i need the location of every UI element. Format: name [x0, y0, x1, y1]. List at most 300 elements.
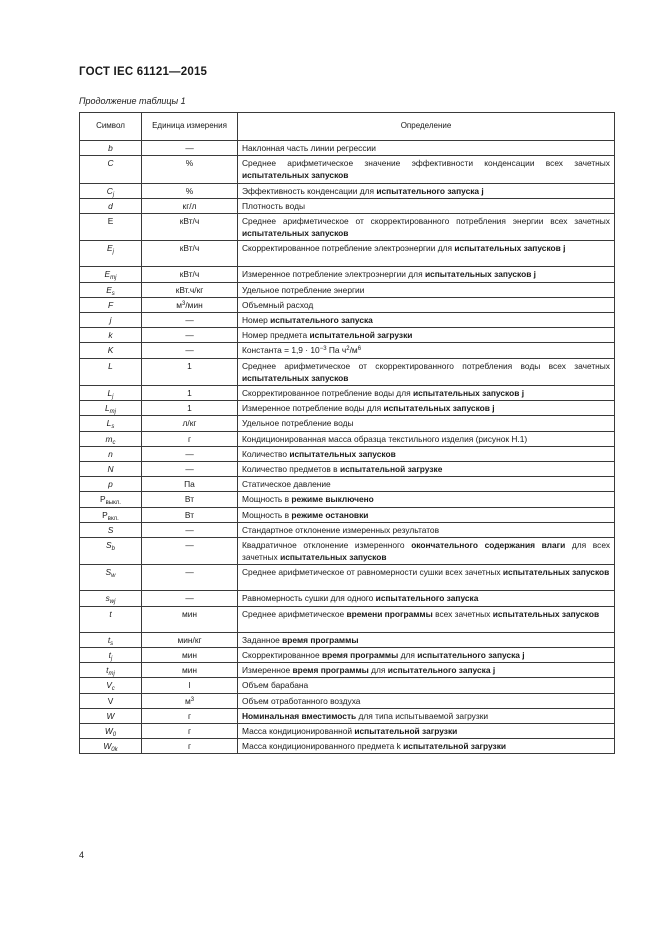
table-row [80, 183, 615, 198]
unit-text: г [187, 710, 192, 721]
definition-term: испытательного запуска [270, 315, 373, 326]
symbol-cell [80, 723, 142, 738]
definition-term: время программы [321, 649, 399, 660]
unit-text: мин/кг [177, 634, 202, 645]
symbol-letter: E [107, 216, 114, 227]
table-row [80, 708, 615, 723]
unit-rest: /мин [185, 299, 203, 310]
symbol-cell [80, 267, 142, 282]
symbol-subscript: j [112, 249, 114, 256]
table-row [80, 386, 615, 401]
definition-cell [238, 492, 615, 507]
symbol-cell [80, 241, 142, 267]
symbol-cell [80, 591, 142, 606]
table-row [80, 431, 615, 446]
symbol-cell [80, 297, 142, 312]
unit-cell [142, 693, 238, 708]
symbol-subscript: j [112, 191, 115, 198]
symbols-table [79, 112, 615, 754]
definition-term: время программы [282, 634, 359, 645]
symbol-letter: W [104, 725, 113, 736]
unit-text: — [185, 330, 194, 341]
unit-text: кВт.ч/кг [175, 284, 204, 295]
definition-text: Удельное потребление воды [242, 418, 354, 429]
definition-text: Номер [242, 315, 271, 326]
definition-text: Измеренное [242, 665, 293, 676]
unit-superscript: 3 [190, 696, 195, 703]
definition-text: Количество [242, 448, 290, 459]
symbol-letter: L [108, 360, 113, 371]
unit-cell [142, 678, 238, 693]
definition-text: Среднее арифметическое значение эффективности конденсации всех зачетных [242, 158, 610, 169]
table-row [80, 313, 615, 328]
definition-text: Эффективность конденсации для [242, 185, 377, 196]
definition-cell [238, 538, 615, 565]
unit-cell [142, 297, 238, 312]
unit-text: — [185, 315, 194, 326]
definition-text: Удельное потребление энергии [242, 284, 365, 295]
unit-text: г [187, 741, 192, 752]
unit-text: — [185, 593, 194, 604]
table-row [80, 492, 615, 507]
definition-cell [238, 632, 615, 647]
unit-cell [142, 282, 238, 297]
definition-cell [238, 462, 615, 477]
symbol-cell [80, 492, 142, 507]
definition-cell [238, 431, 615, 446]
unit-text: — [185, 143, 194, 153]
definition-cell [238, 267, 615, 282]
symbol-subscript: s [110, 640, 114, 647]
definition-term: испытательных запусков [492, 608, 600, 619]
definition-text: Стандартное отклонение измеренных результатов [242, 524, 440, 535]
symbol-subscript: mj [110, 275, 117, 282]
symbol-letter: E [104, 269, 111, 280]
definition-cell [238, 416, 615, 431]
definition-cell [238, 401, 615, 416]
constant-exponent: 6 [357, 346, 362, 353]
unit-text: кВт/ч [179, 269, 200, 280]
table-row [80, 343, 615, 358]
page-number: 4 [79, 850, 85, 860]
table-row [80, 632, 615, 647]
symbol-letter: d [108, 200, 113, 211]
unit-cell [142, 241, 238, 267]
unit-text: м [184, 695, 191, 706]
symbol-subscript: 0 [112, 731, 117, 738]
unit-cell [142, 431, 238, 446]
definition-text: Равномерность сушки для одного [242, 593, 376, 604]
symbol-letter: E [107, 243, 113, 254]
definition-cell [238, 156, 615, 183]
definition-cell [238, 739, 615, 754]
unit-text: 1 [187, 360, 192, 371]
definition-text: Номер предмета [242, 330, 310, 341]
symbol-letter: t [109, 608, 112, 619]
symbol-cell [80, 358, 142, 385]
unit-text: кВт/ч [179, 243, 200, 254]
definition-term: испытательных запусков [502, 567, 610, 578]
definition-term: испытательных запусков j [424, 269, 537, 280]
symbol-subscript: s [111, 424, 115, 431]
symbol-cell [80, 708, 142, 723]
definition-text: Плотность воды [242, 200, 306, 211]
definition-text: Квадратичное отклонение измеренного [242, 540, 412, 551]
symbol-cell [80, 141, 142, 156]
symbol-letter: k [108, 330, 113, 341]
symbol-subscript: 0k [111, 747, 118, 754]
definition-cell [238, 522, 615, 537]
definition-term: испытательных запусков j [383, 403, 495, 414]
unit-text: % [185, 185, 194, 196]
definition-text: Измеренное потребление воды для [242, 403, 384, 414]
table-row [80, 214, 615, 241]
unit-cell [142, 708, 238, 723]
symbol-letter: V [106, 680, 112, 691]
symbol-cell [80, 183, 142, 198]
definition-cell [238, 507, 615, 522]
table-row [80, 462, 615, 477]
definition-cell [238, 214, 615, 241]
unit-cell [142, 343, 238, 358]
definition-text: Мощность в [242, 494, 292, 505]
definition-term: режиме остановки [291, 509, 369, 520]
definition-term: испытательных запусков j [454, 243, 566, 254]
definition-cell [238, 708, 615, 723]
unit-cell [142, 446, 238, 461]
definition-cell [238, 723, 615, 738]
symbol-cell [80, 214, 142, 241]
constant-unit-part: /м [349, 345, 358, 356]
unit-cell [142, 591, 238, 606]
definition-term: испытательной загрузки [403, 741, 507, 752]
table-row [80, 401, 615, 416]
definition-text: Заданное [242, 634, 283, 645]
symbol-cell [80, 693, 142, 708]
unit-cell [142, 313, 238, 328]
unit-cell [142, 477, 238, 492]
definition-text: для типа испытываемой загрузки [356, 710, 489, 721]
definition-text: Среднее арифметическое от равномерности сушки всех зачетных [242, 567, 503, 578]
symbol-letter: N [107, 464, 114, 475]
unit-text: г [187, 433, 192, 444]
table-row [80, 739, 615, 754]
unit-cell [142, 723, 238, 738]
constant-unit-part: Па ч [326, 345, 347, 356]
table-row [80, 522, 615, 537]
unit-cell [142, 739, 238, 754]
definition-text: Измеренное потребление электроэнергии для [242, 269, 425, 280]
symbol-letter: K [107, 345, 114, 356]
unit-text: — [185, 540, 194, 551]
table-row [80, 156, 615, 183]
definition-cell [238, 282, 615, 297]
unit-cell [142, 522, 238, 537]
symbol-cell [80, 446, 142, 461]
symbol-letter: p [108, 479, 113, 490]
definition-cell [238, 693, 615, 708]
definition-text: Масса кондиционированного предмета k [242, 741, 404, 752]
unit-cell [142, 401, 238, 416]
symbol-cell [80, 156, 142, 183]
symbol-subscript: mj [108, 671, 115, 678]
unit-cell [142, 538, 238, 565]
definition-cell [238, 313, 615, 328]
symbol-subscript: выкл. [105, 500, 121, 507]
definition-cell [238, 343, 615, 358]
unit-cell [142, 462, 238, 477]
definition-cell [238, 647, 615, 662]
table-row [80, 241, 615, 267]
definition-term: Номинальная вместимость [242, 710, 357, 721]
definition-term: испытательного запуска [375, 593, 479, 604]
symbol-cell [80, 538, 142, 565]
symbol-subscript: j [110, 655, 113, 662]
symbol-cell [80, 462, 142, 477]
definition-cell [238, 297, 615, 312]
definition-term: испытательной загрузки [309, 330, 413, 341]
unit-cell [142, 141, 238, 156]
constant-exponent: 2 [346, 346, 350, 353]
symbol-subscript: mj [109, 409, 116, 416]
symbol-letter: s [105, 593, 110, 604]
symbol-letter: W [106, 710, 115, 721]
symbol-letter: m [105, 433, 113, 444]
symbol-letter: t [108, 649, 111, 660]
unit-cell [142, 565, 238, 591]
definition-text: Объемный расход [242, 299, 314, 310]
definition-term: испытательных запусков [280, 552, 387, 563]
symbol-cell [80, 522, 142, 537]
definition-cell [238, 477, 615, 492]
symbol-cell [80, 328, 142, 343]
definition-text: Объем барабана [242, 680, 309, 691]
unit-text: — [185, 464, 194, 475]
definition-cell [238, 678, 615, 693]
symbol-cell [80, 678, 142, 693]
unit-cell [142, 386, 238, 401]
symbol-letter: F [107, 299, 114, 310]
symbol-cell [80, 313, 142, 328]
unit-cell [142, 606, 238, 632]
unit-text: — [185, 567, 194, 578]
definition-text: Среднее арифметическое от скорректированного потребления энергии всех зачетных [242, 216, 610, 227]
symbol-letter: P [102, 509, 108, 520]
table-row [80, 477, 615, 492]
unit-cell [142, 507, 238, 522]
table-row [80, 663, 615, 678]
definition-text: Кондиционированная масса образца текстильного изделия (рисунок Н.1) [242, 433, 528, 444]
symbol-cell [80, 386, 142, 401]
table-row [80, 446, 615, 461]
table-row [80, 282, 615, 297]
unit-cell [142, 328, 238, 343]
definition-term: окончательного содержания влаги [411, 540, 566, 551]
symbol-letter: S [107, 524, 114, 535]
definition-text: всех зачетных [432, 608, 493, 619]
symbol-letter: C [106, 185, 113, 196]
symbol-cell [80, 647, 142, 662]
definition-cell [238, 386, 615, 401]
table-row [80, 416, 615, 431]
definition-text: Объем отработанного воздуха [242, 695, 361, 706]
symbol-subscript: s [111, 290, 115, 297]
symbol-subscript: b [111, 546, 115, 553]
definition-text: Масса кондиционированной [242, 725, 355, 736]
definition-term: испытательных запусков [242, 170, 349, 181]
unit-cell [142, 647, 238, 662]
table-row [80, 141, 615, 156]
definition-term: время программы [292, 665, 369, 676]
table-row [80, 723, 615, 738]
table-row [80, 693, 615, 708]
definition-text: Скорректированное потребление электроэнергии для [242, 243, 455, 254]
definition-text: Статическое давление [242, 479, 331, 490]
symbol-subscript: вкл. [107, 515, 119, 522]
symbol-letter: b [108, 143, 113, 153]
definition-term: испытательных запусков [289, 448, 396, 459]
definition-term: испытательного запуска j [387, 665, 496, 676]
symbol-subscript: j [112, 394, 114, 401]
unit-cell [142, 358, 238, 385]
symbol-cell [80, 739, 142, 754]
definition-cell [238, 141, 615, 156]
symbol-letter: n [108, 448, 113, 459]
table-row [80, 267, 615, 282]
unit-cell [142, 492, 238, 507]
definition-cell [238, 183, 615, 198]
symbol-cell [80, 401, 142, 416]
symbol-subscript: w [111, 573, 116, 580]
symbol-cell [80, 198, 142, 213]
unit-text: л/кг [182, 418, 197, 429]
symbol-cell [80, 507, 142, 522]
definition-term: режиме выключено [291, 494, 374, 505]
table-caption: Продолжение таблицы 1 [79, 96, 186, 106]
unit-cell [142, 198, 238, 213]
table-row [80, 358, 615, 385]
definition-cell [238, 198, 615, 213]
unit-text: Вт [184, 509, 195, 520]
symbol-letter: S [106, 540, 112, 551]
definition-cell [238, 241, 615, 267]
symbol-cell [80, 477, 142, 492]
table-row [80, 647, 615, 662]
unit-text: кг/л [182, 200, 197, 211]
table-row [80, 297, 615, 312]
unit-text: Вт [184, 494, 195, 505]
table-row [80, 591, 615, 606]
definition-term: испытательной загрузки [354, 725, 458, 736]
unit-cell [142, 416, 238, 431]
definition-term: времени программы [346, 608, 433, 619]
table-row [80, 678, 615, 693]
unit-text: — [185, 524, 194, 535]
definition-text: Наклонная часть линии регрессии [242, 143, 376, 153]
unit-text: мин [181, 608, 198, 619]
column-header-unit: Единица измерения [142, 113, 238, 141]
unit-text: м [176, 299, 183, 310]
unit-text: 1 [187, 403, 192, 414]
symbol-cell [80, 431, 142, 446]
unit-text: — [185, 345, 194, 356]
definition-cell [238, 358, 615, 385]
symbol-cell [80, 565, 142, 591]
table-row [80, 328, 615, 343]
definition-cell [238, 446, 615, 461]
definition-term: испытательного запуска j [417, 649, 525, 660]
unit-cell [142, 267, 238, 282]
definition-text: для всех зачетных [242, 540, 611, 563]
table-row [80, 606, 615, 632]
unit-text: 1 [187, 388, 192, 399]
column-header-definition: Определение [238, 113, 615, 141]
definition-term: испытательных запусков [242, 372, 349, 383]
table-row [80, 538, 615, 565]
symbol-letter: L [104, 403, 110, 414]
symbol-cell [80, 663, 142, 678]
unit-text: мин [181, 649, 198, 660]
definition-text: Среднее арифметическое от скорректированного потребления воды всех зачетных [242, 360, 610, 371]
table-header-row [80, 113, 615, 141]
definition-cell [238, 591, 615, 606]
unit-text: мин [181, 665, 198, 676]
column-header-symbol: Символ [80, 113, 142, 141]
symbol-letter: t [107, 634, 111, 645]
unit-cell [142, 663, 238, 678]
symbol-cell [80, 343, 142, 358]
unit-text: Па [184, 479, 195, 490]
definition-term: испытательных запусков [242, 228, 349, 239]
definition-cell [238, 606, 615, 632]
constant-exponent: −3 [319, 346, 327, 353]
definition-cell [238, 663, 615, 678]
unit-cell [142, 214, 238, 241]
definition-text: Количество предметов в [242, 464, 340, 475]
unit-text: — [185, 448, 194, 459]
definition-text: для [368, 665, 388, 676]
definition-term: испытательного запуска j [376, 185, 484, 196]
unit-text: кВт/ч [179, 216, 200, 227]
unit-cell [142, 156, 238, 183]
unit-text: l [188, 680, 191, 691]
definition-text: Константа = 1,9 · 10 [242, 345, 320, 356]
symbol-cell [80, 632, 142, 647]
symbol-letter: C [107, 158, 114, 169]
definition-term: испытательных запусков j [412, 388, 525, 399]
unit-text: г [187, 725, 192, 736]
symbol-letter: E [106, 284, 112, 295]
definition-text: Среднее арифметическое [242, 608, 347, 619]
symbol-letter: W [103, 741, 112, 752]
symbol-subscript: wj [109, 599, 116, 606]
definition-text: для [398, 649, 418, 660]
definition-cell [238, 565, 615, 591]
table-row [80, 507, 615, 522]
unit-cell [142, 632, 238, 647]
symbol-subscript: c [111, 686, 115, 693]
symbol-letter: V [107, 695, 114, 706]
symbol-letter: t [106, 665, 109, 676]
table-row [80, 565, 615, 591]
table-row [80, 198, 615, 213]
symbol-subscript: c [112, 439, 116, 446]
definition-text: Мощность в [242, 509, 292, 520]
unit-superscript: 3 [182, 300, 186, 307]
definition-cell [238, 328, 615, 343]
symbol-letter: j [109, 315, 112, 326]
symbol-cell [80, 416, 142, 431]
